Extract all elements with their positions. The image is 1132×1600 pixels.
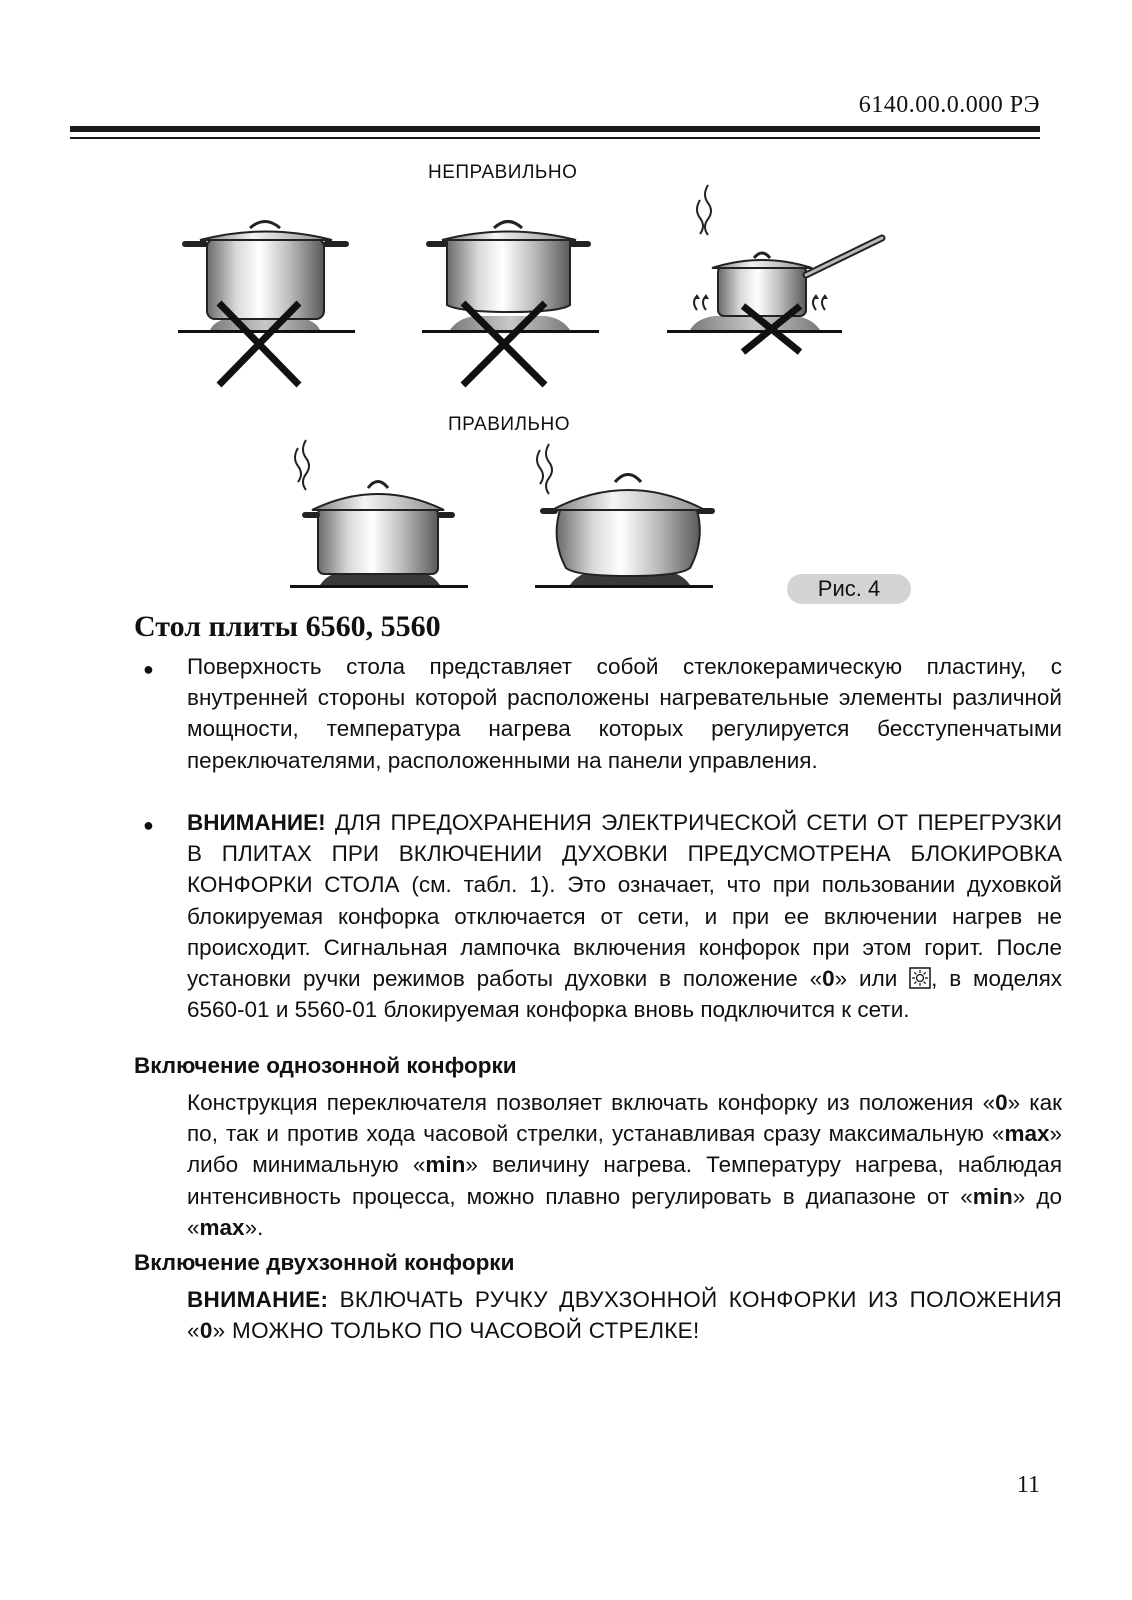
oven-light-icon: [909, 967, 931, 989]
pot-right-bulged-icon: [535, 444, 715, 588]
warning-label: ВНИМАНИЕ:: [187, 1287, 329, 1312]
zero-position: 0: [822, 966, 835, 992]
pots-illustration: [0, 0, 1132, 620]
saucepan-wrong-small-icon: [667, 185, 882, 352]
bullet-marker: ●: [143, 659, 154, 679]
text: » либо минимальную «: [187, 1121, 1062, 1178]
label-wrong: НЕПРАВИЛЬНО: [428, 162, 578, 183]
text: » МОЖНО ТОЛЬКО ПО ЧАСОВОЙ СТРЕЛКЕ!: [212, 1318, 700, 1344]
document-code: 6140.00.0.000 РЭ: [858, 92, 1040, 118]
text: » как по, так и против хода часовой стрелки, устанавливая сразу максимальную «: [187, 1090, 1062, 1147]
warning-text: » или: [834, 966, 910, 992]
warning-text: ДЛЯ ПРЕДОХРАНЕНИЯ ЭЛЕКТРИЧЕСКОЙ СЕТИ ОТ ПЕРЕГРУЗКИ В ПЛИТАХ ПРИ ВКЛЮЧЕНИИ ДУХОВКИ ПРЕДУСМОТРЕНА БЛОКИРОВКА КОНФОРКИ СТОЛА (см. табл. 1). Это означает, что при пользовании духовкой блокируемая конфорка отключается от сети, и при ее включении нагрев не происходит. Сигнальная лампочка включения конфорок при этом горит. После установки ручки режимов работы духовки в положение «: [187, 810, 1062, 992]
paragraph-surface: Поверхность стола представляет собой стеклокерамическую пластину, с внутренней стороны которой расположены нагревательные элементы различной мощности, температура нагрева которых регулируется бесступенчатыми переключателями, расположенными на панели управления.: [187, 654, 1062, 773]
min-position: min: [425, 1152, 466, 1178]
text: » до «: [187, 1183, 1062, 1240]
zero-position: 0: [199, 1318, 213, 1344]
text: Конструкция переключателя позволяет включать конфорку из положения «: [187, 1090, 996, 1115]
zero-position: 0: [995, 1090, 1008, 1115]
bullet-marker: ●: [143, 815, 154, 835]
warning-label: ВНИМАНИЕ!: [187, 810, 326, 835]
text: » величину нагрева. Температуру нагрева, наблюдая интенсивность процесса, можно плавно регулировать в диапазоне от «: [187, 1152, 1063, 1209]
heading-single-zone: Включение однозонной конфорки: [134, 1053, 517, 1078]
max-position: max: [1004, 1121, 1050, 1147]
pot-wrong-concave-bottom-icon: [422, 222, 599, 386]
paragraph-dual-zone: [187, 1284, 1062, 1346]
text: ВКЛЮЧАТЬ РУЧКУ ДВУХЗОННОЙ КОНФОРКИ ИЗ ПОЛОЖЕНИЯ «: [187, 1287, 1062, 1344]
figure-caption: Рис. 4: [787, 574, 911, 604]
paragraph-single-zone: [187, 1087, 1062, 1243]
page-number: 11: [1016, 1472, 1040, 1498]
min-position: min: [972, 1183, 1013, 1209]
section-title: Стол плиты 6560, 5560: [134, 610, 441, 643]
heading-dual-zone: Включение двухзонной конфорки: [134, 1250, 515, 1275]
warning-text: , в моделях 6560-01 и 5560-01 блокируемая конфорка вновь подключится к сети.: [187, 966, 1063, 1023]
label-right: ПРАВИЛЬНО: [448, 414, 570, 435]
pot-wrong-small-burner-icon: [178, 222, 355, 386]
pot-right-icon: [290, 440, 468, 588]
max-position: max: [199, 1214, 245, 1240]
paragraph-warning: [187, 807, 1062, 1025]
text: ».: [244, 1214, 264, 1240]
